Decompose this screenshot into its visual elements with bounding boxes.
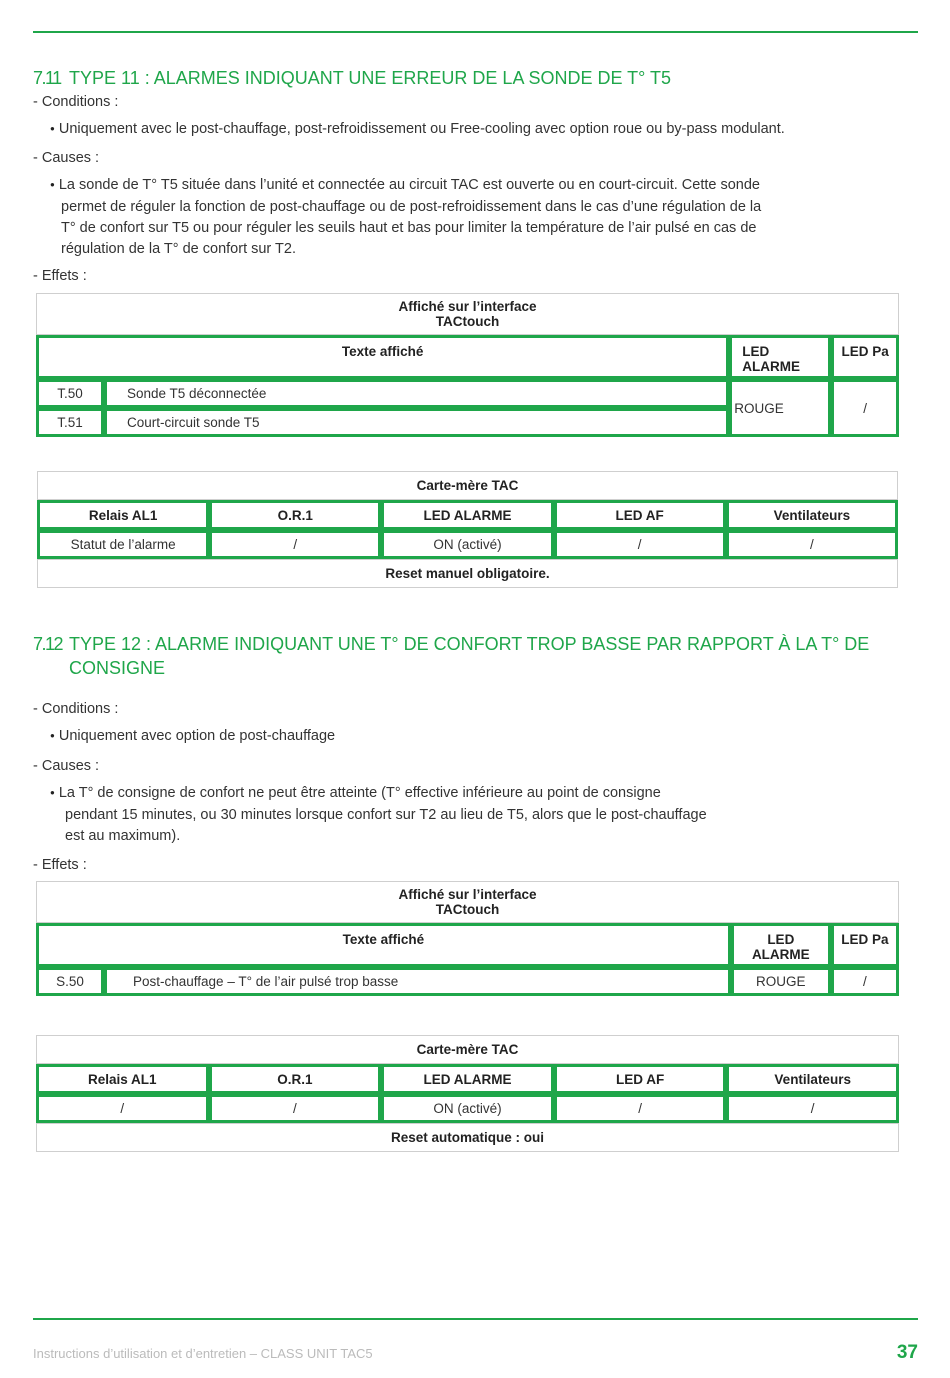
col-header-text: Texte affiché (36, 923, 731, 967)
board-footer: Reset manuel obligatoire. (37, 559, 898, 588)
footer-text: Instructions d’utilisation et d’entretien – CLASS UNIT TAC5 (33, 1346, 373, 1361)
board-value: / (554, 1094, 727, 1123)
bottom-rule (33, 1318, 918, 1320)
interface-caption-line: TACtouch (435, 314, 500, 329)
interface-caption (36, 293, 899, 335)
col-header-line: LED (767, 932, 795, 947)
page-number: 37 (896, 1342, 918, 1363)
table-row (36, 379, 899, 408)
top-rule (33, 31, 918, 33)
causes-label: - Causes : (33, 150, 100, 166)
table-row (37, 530, 898, 559)
interface-table (36, 293, 899, 437)
board-value: / (209, 1094, 382, 1123)
board-value: / (726, 530, 898, 559)
causes-line: régulation de la T° de confort sur T2. (61, 241, 296, 257)
table-row (36, 967, 899, 996)
interface-caption-line: Affiché sur l’interface (398, 887, 537, 902)
col-header-led-pa: LED Pa (831, 335, 899, 379)
conditions-label: - Conditions : (33, 701, 119, 717)
causes-line: T° de confort sur T5 ou pour réguler les seuils haut et bas pour limiter la température de l’air pulsé en cas de (61, 220, 757, 236)
conditions-label: - Conditions : (33, 94, 119, 110)
causes-line: permet de réguler la fonction de post-chauffage ou de post-refroidissement dans le cas d’une régulation de la (61, 199, 762, 215)
effets-label: - Effets : (33, 857, 87, 873)
board-header: LED ALARME (381, 500, 553, 530)
causes-line: est au maximum). (65, 828, 181, 844)
causes-line (50, 783, 840, 805)
board-footer: Reset automatique : oui (36, 1123, 899, 1152)
board-header: Relais AL1 (36, 1064, 209, 1094)
causes-paragraph (50, 175, 840, 260)
board-caption: Carte-mère TAC (36, 1035, 899, 1064)
col-header-line: LED (742, 344, 770, 359)
board-table (36, 1035, 899, 1152)
row-code: T.50 (36, 379, 104, 408)
board-value: / (554, 530, 726, 559)
conditions-item (50, 726, 335, 748)
board-header: Relais AL1 (37, 500, 209, 530)
board-caption: Carte-mère TAC (37, 471, 898, 500)
interface-table (36, 881, 899, 996)
board-header: Ventilateurs (726, 1064, 899, 1094)
col-header-text: Texte affiché (36, 335, 729, 379)
led-alarme-value: ROUGE (729, 379, 831, 437)
causes-paragraph (50, 783, 840, 847)
conditions-item (50, 119, 785, 141)
board-value: ON (activé) (381, 530, 553, 559)
causes-line-text: La sonde de T° T5 située dans l’unité et connectée au circuit TAC est ouverte ou en court-circuit. Cette sonde (58, 177, 760, 193)
effets-label: - Effets : (33, 268, 87, 284)
board-value: Statut de l’alarme (37, 530, 209, 559)
table-row (36, 1094, 899, 1123)
led-pa-value: / (831, 379, 899, 437)
causes-line (50, 175, 840, 197)
board-header: O.R.1 (209, 1064, 382, 1094)
section-title: TYPE 12 : ALARME INDIQUANT UNE T° DE CONFORT TROP BASSE PAR RAPPORT À LA T° DE CONSIGNE (69, 634, 870, 678)
causes-line: pendant 15 minutes, ou 30 minutes lorsque confort sur T2 au lieu de T5, alors que le post-chauffage (65, 807, 707, 823)
board-value: / (209, 530, 381, 559)
causes-label: - Causes : (33, 758, 100, 774)
board-header: LED ALARME (381, 1064, 554, 1094)
col-header-led-alarme (729, 335, 831, 379)
causes-line-text: La T° de consigne de confort ne peut être atteinte (T° effective inférieure au point de consigne (58, 785, 661, 801)
row-text: Post-chauffage – T° de l’air pulsé trop basse (104, 967, 731, 996)
col-header-line: ALARME (742, 359, 800, 374)
row-code: S.50 (36, 967, 104, 996)
board-value: / (36, 1094, 209, 1123)
board-header: O.R.1 (209, 500, 381, 530)
section-heading-7-12 (33, 632, 870, 682)
interface-caption (36, 881, 899, 923)
section-heading-7-11 (33, 66, 672, 90)
led-alarme-value: ROUGE (731, 967, 831, 996)
led-pa-value: / (831, 967, 899, 996)
board-table (37, 471, 898, 588)
conditions-item-text: Uniquement avec option de post-chauffage (58, 728, 336, 744)
section-title: TYPE 11 : ALARMES INDIQUANT UNE ERREUR DE LA SONDE DE T° T5 (69, 68, 672, 88)
row-text: Court-circuit sonde T5 (104, 408, 729, 437)
board-value: ON (activé) (381, 1094, 554, 1123)
conditions-item-text: Uniquement avec le post-chauffage, post-refroidissement ou Free-cooling avec option roue ou by-pass modulant. (58, 121, 785, 137)
col-header-led-alarme (731, 923, 831, 967)
row-text: Sonde T5 déconnectée (104, 379, 729, 408)
board-header: LED AF (554, 1064, 727, 1094)
section-number: 7.12 (33, 634, 63, 654)
section-number: 7.11 (33, 68, 61, 88)
col-header-led-pa: LED Pa (831, 923, 899, 967)
interface-caption-line: Affiché sur l’interface (398, 299, 537, 314)
board-header: LED AF (554, 500, 726, 530)
col-header-line: ALARME (751, 947, 810, 962)
row-code: T.51 (36, 408, 104, 437)
interface-caption-line: TACtouch (435, 902, 500, 917)
board-value: / (726, 1094, 899, 1123)
board-header: Ventilateurs (726, 500, 898, 530)
